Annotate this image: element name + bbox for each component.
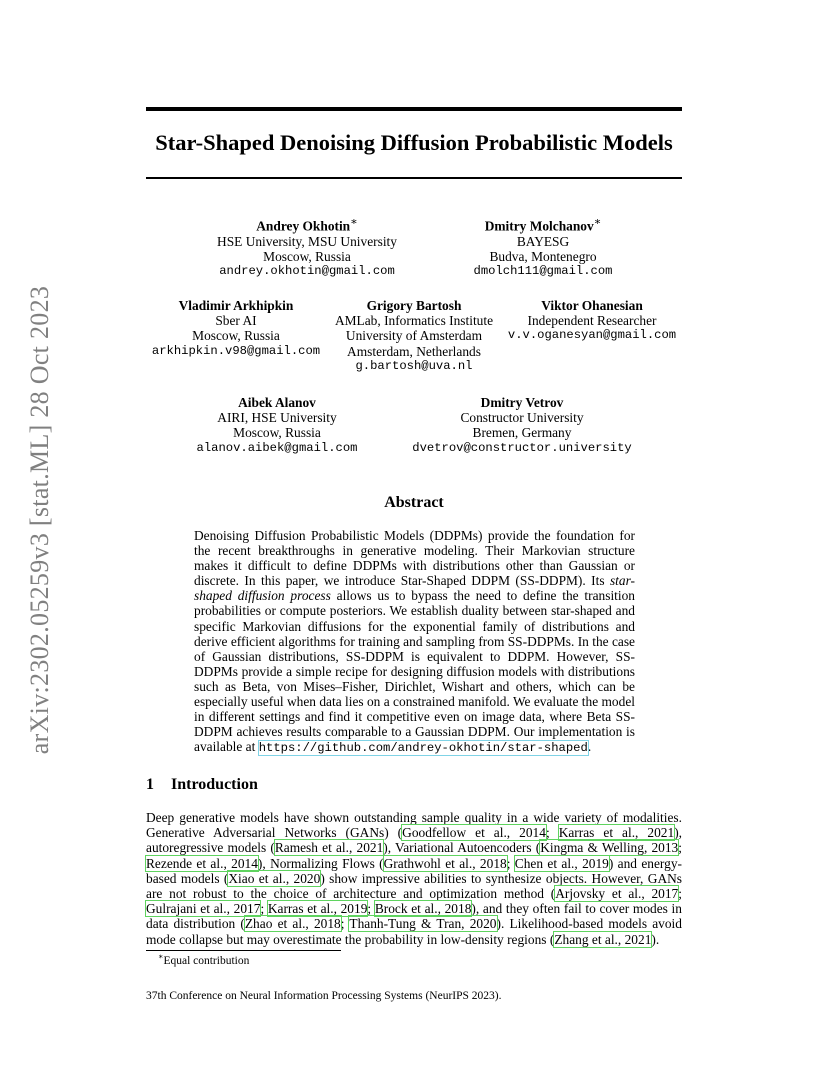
citation-link[interactable]: Karras et al., 2019 <box>267 901 368 917</box>
abstract-emphasis: star-shaped diffusion process <box>194 573 635 604</box>
intro-text: ), autoregressive models ( <box>146 825 683 856</box>
intro-text: ; <box>340 916 350 932</box>
intro-text: ; <box>678 840 682 856</box>
author-name: Andrey Okhotin <box>256 218 351 234</box>
author-location: Bremen, Germany <box>472 425 572 441</box>
section-title: Introduction <box>171 776 258 793</box>
author-name: Viktor Ohanesian <box>541 298 643 313</box>
citation-link[interactable]: Rezende et al., 2014 <box>146 855 258 871</box>
section-heading-introduction <box>146 776 258 794</box>
citation-link[interactable]: Grathwohl et al., 2018 <box>383 855 507 871</box>
citation-link[interactable]: Thanh-Tung & Tran, 2020 <box>349 916 497 932</box>
author-email[interactable]: arkhipkin.v98@gmail.com <box>151 343 321 358</box>
introduction-paragraph <box>146 810 682 947</box>
citation-link[interactable]: Xiao et al., 2020 <box>228 870 321 886</box>
author-location: Moscow, Russia <box>263 248 351 264</box>
author-location: Moscow, Russia <box>233 425 321 441</box>
intro-text: ), and they often fail to cover modes in data distribution ( <box>146 901 682 932</box>
author-email[interactable]: alanov.aibek@gmail.com <box>196 440 358 455</box>
intro-text: ; <box>545 825 559 841</box>
footnote-mark: ∗ <box>158 952 164 961</box>
intro-text: ; <box>367 901 375 917</box>
author-email[interactable]: andrey.okhotin@gmail.com <box>219 264 395 279</box>
citation-link[interactable]: Kingma & Welling, 2013 <box>540 840 679 856</box>
abstract-heading: Abstract <box>384 494 444 511</box>
author-name: Vladimir Arkhipkin <box>178 298 294 313</box>
abstract-part: allows us to bypass the need to define the transition probabilities or compute posteriors. We establish duality between star-shaped and specific Markovian diffusions for the exponential family of distributions and derive efficient algorithms for training and sampling from SS-DDPMs. In the case of Gaussian distributions, SS-DDPM is equivalent to DDPM. However, SS-DDPMs provide a simple recipe for designing diffusion models with distributions such as Beta, von Mises–Fisher, Dirichlet, Wishart and others, which can be especially useful when data lies on a constrained manifold. We evaluate the model in different settings and find it competitive even on image data, where Beta SS-DDPM achieves results comparable to a Gaussian DDPM. Our implementation is available at <box>194 588 635 755</box>
footnote-rule <box>146 950 341 951</box>
intro-text: ; <box>260 901 268 917</box>
citation-link[interactable]: Arjovsky et al., 2017 <box>555 886 679 902</box>
author-name: Aibek Alanov <box>238 395 316 410</box>
citation-link[interactable]: Karras et al., 2021 <box>558 825 675 841</box>
author-affiliation: Independent Researcher <box>527 313 657 329</box>
equal-contribution-mark: ∗ <box>350 216 358 228</box>
author-ohanesian <box>508 298 676 344</box>
abstract-text <box>194 528 635 756</box>
citation-link[interactable]: Chen et al., 2019 <box>514 855 609 871</box>
intro-text: ) show impressive abilities to synthesize objects. However, GANs are not robust to the choice of architecture and optimization method ( <box>146 870 682 902</box>
arxiv-stamp: arXiv:2302.05259v3 [stat.ML] 28 Oct 2023 <box>25 285 54 755</box>
intro-text: ), Variational Autoencoders ( <box>383 840 541 856</box>
citation-link[interactable]: Goodfellow et al., 2014 <box>402 825 546 841</box>
abstract-end: . <box>587 739 592 755</box>
author-email[interactable]: g.bartosh@uva.nl <box>355 358 473 373</box>
citation-link[interactable]: Brock et al., 2018 <box>374 901 472 917</box>
citation-link[interactable]: Ramesh et al., 2021 <box>274 840 384 856</box>
author-affiliation: BAYESG <box>516 233 570 249</box>
code-link[interactable]: https://github.com/andrey-okhotin/star-shaped <box>258 741 588 756</box>
citation-link[interactable]: Zhang et al., 2021 <box>554 931 652 947</box>
author-affiliation: Constructor University <box>460 410 584 426</box>
section-number: 1 <box>146 776 154 793</box>
author-name: Dmitry Vetrov <box>480 395 564 410</box>
equal-contribution-mark: ∗ <box>593 216 602 228</box>
author-email[interactable]: v.v.oganesyan@gmail.com <box>507 328 677 343</box>
intro-text: ). Likelihood-based models avoid mode collapse but may overestimate the probability in low-density regions ( <box>146 916 682 947</box>
author-arkhipkin <box>152 298 320 359</box>
author-molchanov <box>474 215 613 279</box>
intro-text: ; <box>678 886 682 902</box>
author-affiliation: AMLab, Informatics Institute <box>334 313 494 329</box>
intro-text: ), Normalizing Flows ( <box>257 855 384 871</box>
author-affiliation: AIRI, HSE University <box>217 410 337 426</box>
author-vetrov <box>412 395 631 456</box>
author-name: Grigory Bartosh <box>366 298 462 313</box>
author-affiliation: HSE University, MSU University <box>217 233 397 249</box>
footnote <box>158 952 249 967</box>
author-name: Dmitry Molchanov <box>484 218 594 234</box>
author-location: Moscow, Russia <box>192 328 280 344</box>
paper-title: Star-Shaped Denoising Diffusion Probabilistic Models <box>155 130 673 155</box>
intro-text: ) and energy-based models ( <box>146 855 682 886</box>
venue-note: 37th Conference on Neural Information Processing Systems (NeurIPS 2023). <box>146 990 502 1002</box>
author-bartosh <box>335 298 493 374</box>
abstract-part: Denoising Diffusion Probabilistic Models (DDPMs) provide the foundation for the recent breakthroughs in generative modeling. Their Markovian structure makes it difficult to define DDPMs with distributions other than Gaussian or discrete. In this paper, we introduce Star-Shaped DDPM (SS-DDPM). Its <box>194 528 635 589</box>
footnote-text: Equal contribution <box>163 954 250 967</box>
author-location: Budva, Montenegro <box>489 248 597 264</box>
citation-link[interactable]: Zhao et al., 2018 <box>244 916 341 932</box>
intro-text: ; <box>506 855 515 871</box>
author-affiliation: Sber AI <box>215 313 257 329</box>
intro-text: ). <box>651 931 660 947</box>
author-email[interactable]: dvetrov@constructor.university <box>412 440 632 455</box>
author-location: Amsterdam, Netherlands <box>347 343 481 359</box>
author-alanov <box>197 395 358 456</box>
author-affiliation: University of Amsterdam <box>345 328 483 344</box>
title-rule-top <box>146 107 682 111</box>
intro-text: Deep generative models have shown outstanding sample quality in a wide variety of modalities. Generative Adversarial Networks (GANs) ( <box>146 810 682 841</box>
author-email[interactable]: dmolch111@gmail.com <box>473 264 613 279</box>
citation-link[interactable]: Gulrajani et al., 2017 <box>146 901 261 917</box>
title-rule-bottom <box>146 177 682 179</box>
author-okhotin <box>217 215 397 279</box>
